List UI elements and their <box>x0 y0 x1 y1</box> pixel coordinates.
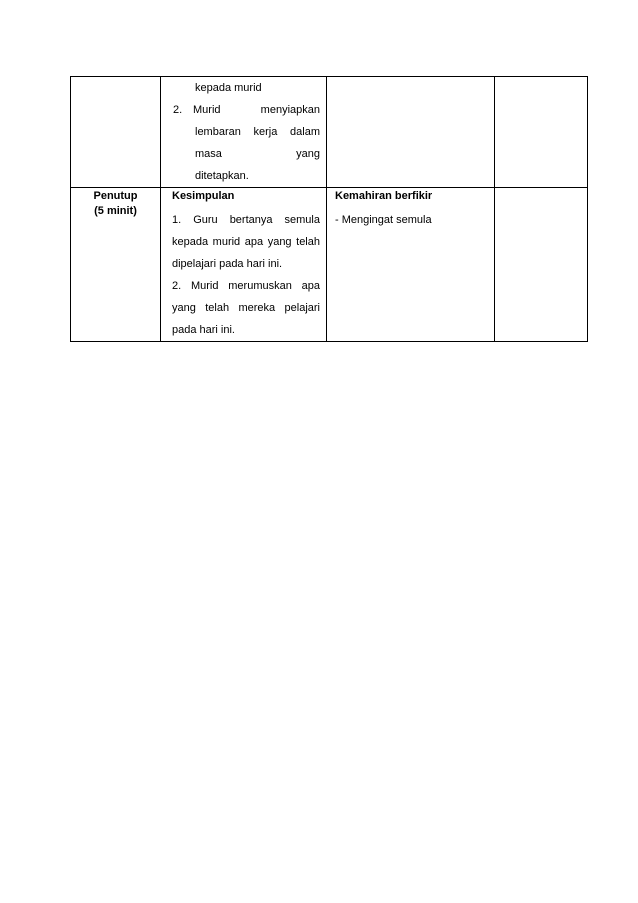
activity-line: kepada murid <box>195 82 262 94</box>
activity-line: kepada murid apa yang telah <box>172 236 320 248</box>
stage-cell <box>71 188 161 342</box>
notes-cell <box>495 188 588 342</box>
table-row <box>71 77 588 188</box>
activity-line <box>173 143 320 165</box>
activity-heading: Kesimpulan <box>172 190 235 202</box>
activity-line: pada hari ini. <box>172 324 235 336</box>
activity-line: ditetapkan. <box>195 170 249 182</box>
activity-line: lembaran kerja dalam <box>195 126 320 138</box>
activity-word: menyiapkan <box>260 104 320 116</box>
activity-word: yang <box>296 148 320 160</box>
skills-heading <box>335 77 488 78</box>
activity-cell <box>161 77 327 188</box>
activity-word: masa <box>195 148 222 160</box>
activity-line: yang telah mereka pelajari <box>172 302 320 314</box>
lesson-plan-table <box>70 76 588 342</box>
skills-cell <box>327 188 495 342</box>
skills-cell <box>327 77 495 188</box>
activity-cell <box>161 188 327 342</box>
list-item <box>173 99 320 121</box>
activity-word: Murid <box>193 104 221 116</box>
skills-item: - Mengingat semula <box>335 214 432 226</box>
stage-time: (5 minit) <box>94 205 137 217</box>
list-number: 2. <box>173 104 183 116</box>
notes-cell <box>495 77 588 188</box>
activity-line: dipelajari pada hari ini. <box>172 258 283 270</box>
table-row <box>71 188 588 342</box>
skills-heading: Kemahiran berfikir <box>335 190 433 202</box>
stage-title: Penutup <box>93 190 138 202</box>
stage-cell <box>71 77 161 188</box>
activity-line: 2. Murid merumuskan apa <box>172 280 320 292</box>
activity-line: 1. Guru bertanya semula <box>172 214 320 226</box>
